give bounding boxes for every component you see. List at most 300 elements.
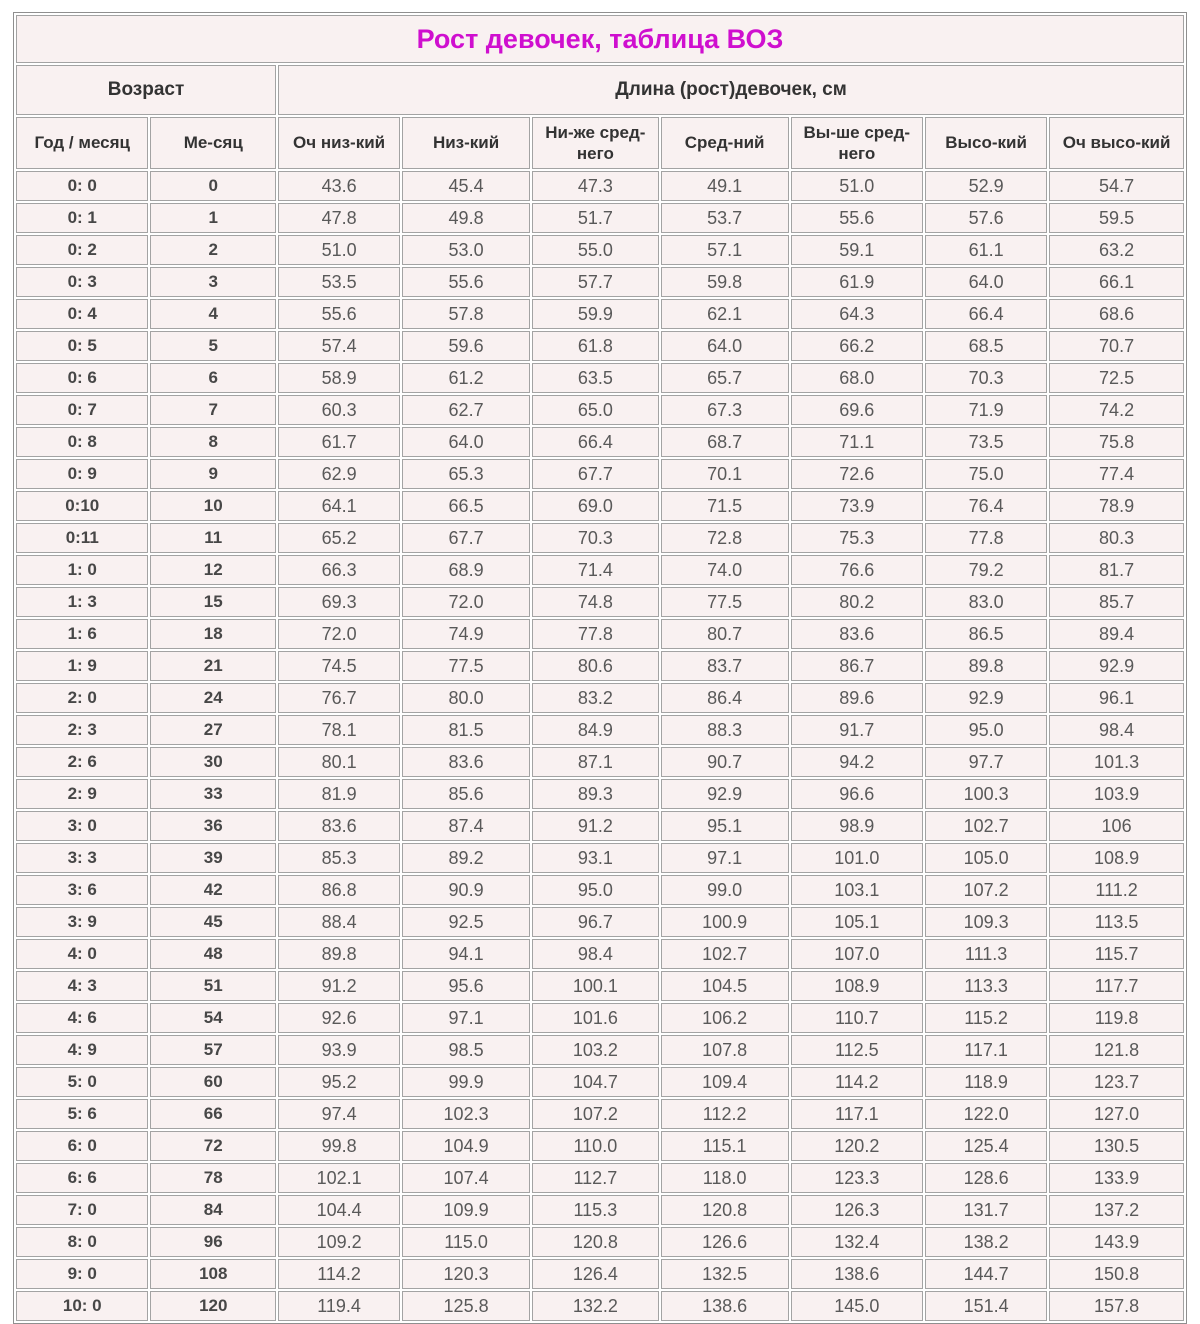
cell-age-months: 57 [150, 1035, 276, 1065]
cell-height-value: 99.9 [402, 1067, 530, 1097]
cell-height-value: 47.3 [532, 171, 659, 201]
cell-height-value: 68.7 [661, 427, 789, 457]
cell-age-months: 60 [150, 1067, 276, 1097]
cell-height-value: 67.3 [661, 395, 789, 425]
cell-height-value: 131.7 [925, 1195, 1047, 1225]
table-row [16, 523, 1184, 553]
cell-height-value: 68.5 [925, 331, 1047, 361]
cell-height-value: 111.2 [1049, 875, 1184, 905]
cell-age-year-month: 0:10 [16, 491, 148, 521]
cell-height-value: 66.4 [532, 427, 659, 457]
cell-height-value: 105.0 [925, 843, 1047, 873]
cell-height-value: 86.5 [925, 619, 1047, 649]
cell-height-value: 138.6 [791, 1259, 923, 1289]
cell-height-value: 64.0 [402, 427, 530, 457]
cell-height-value: 79.2 [925, 555, 1047, 585]
table-row [16, 331, 1184, 361]
cell-height-value: 91.2 [532, 811, 659, 841]
cell-height-value: 107.2 [925, 875, 1047, 905]
cell-height-value: 95.2 [278, 1067, 400, 1097]
cell-height-value: 45.4 [402, 171, 530, 201]
cell-height-value: 62.9 [278, 459, 400, 489]
cell-height-value: 119.8 [1049, 1003, 1184, 1033]
cell-height-value: 78.9 [1049, 491, 1184, 521]
cell-height-value: 59.1 [791, 235, 923, 265]
cell-age-months: 78 [150, 1163, 276, 1193]
cell-age-months: 51 [150, 971, 276, 1001]
cell-age-months: 48 [150, 939, 276, 969]
cell-height-value: 58.9 [278, 363, 400, 393]
cell-height-value: 61.8 [532, 331, 659, 361]
cell-height-value: 80.0 [402, 683, 530, 713]
cell-height-value: 101.3 [1049, 747, 1184, 777]
cell-height-value: 64.1 [278, 491, 400, 521]
cell-height-value: 111.3 [925, 939, 1047, 969]
table-row [16, 171, 1184, 201]
cell-height-value: 125.8 [402, 1291, 530, 1321]
cell-height-value: 71.5 [661, 491, 789, 521]
cell-age-months: 18 [150, 619, 276, 649]
cell-height-value: 114.2 [278, 1259, 400, 1289]
cell-height-value: 53.0 [402, 235, 530, 265]
cell-height-value: 55.0 [532, 235, 659, 265]
cell-height-value: 83.6 [791, 619, 923, 649]
cell-height-value: 65.7 [661, 363, 789, 393]
cell-height-value: 119.4 [278, 1291, 400, 1321]
cell-height-value: 65.2 [278, 523, 400, 553]
cell-height-value: 115.2 [925, 1003, 1047, 1033]
cell-height-value: 74.0 [661, 555, 789, 585]
cell-height-value: 130.5 [1049, 1131, 1184, 1161]
cell-height-value: 67.7 [532, 459, 659, 489]
cell-height-value: 137.2 [1049, 1195, 1184, 1225]
cell-height-value: 64.3 [791, 299, 923, 329]
cell-height-value: 77.5 [402, 651, 530, 681]
cell-height-value: 73.5 [925, 427, 1047, 457]
cell-height-value: 47.8 [278, 203, 400, 233]
cell-height-value: 127.0 [1049, 1099, 1184, 1129]
cell-height-value: 55.6 [402, 267, 530, 297]
column-header-year-month: Год / месяц [16, 117, 148, 169]
cell-height-value: 92.5 [402, 907, 530, 937]
table-row [16, 267, 1184, 297]
cell-height-value: 126.6 [661, 1227, 789, 1257]
cell-height-value: 104.9 [402, 1131, 530, 1161]
cell-height-value: 98.4 [1049, 715, 1184, 745]
cell-height-value: 100.9 [661, 907, 789, 937]
cell-height-value: 54.7 [1049, 171, 1184, 201]
cell-height-value: 95.6 [402, 971, 530, 1001]
cell-height-value: 102.7 [925, 811, 1047, 841]
cell-height-value: 74.2 [1049, 395, 1184, 425]
table-row [16, 395, 1184, 425]
cell-height-value: 71.1 [791, 427, 923, 457]
cell-height-value: 94.2 [791, 747, 923, 777]
cell-height-value: 100.1 [532, 971, 659, 1001]
cell-age-year-month: 1: 0 [16, 555, 148, 585]
cell-age-year-month: 0: 3 [16, 267, 148, 297]
cell-height-value: 89.2 [402, 843, 530, 873]
cell-height-value: 95.1 [661, 811, 789, 841]
cell-height-value: 104.5 [661, 971, 789, 1001]
cell-height-value: 92.9 [925, 683, 1047, 713]
cell-age-months: 27 [150, 715, 276, 745]
table-row [16, 683, 1184, 713]
cell-age-year-month: 6: 6 [16, 1163, 148, 1193]
cell-height-value: 55.6 [278, 299, 400, 329]
cell-height-value: 103.1 [791, 875, 923, 905]
cell-height-value: 112.5 [791, 1035, 923, 1065]
cell-height-value: 107.2 [532, 1099, 659, 1129]
cell-height-value: 92.6 [278, 1003, 400, 1033]
cell-age-year-month: 3: 6 [16, 875, 148, 905]
cell-height-value: 122.0 [925, 1099, 1047, 1129]
cell-age-year-month: 7: 0 [16, 1195, 148, 1225]
cell-age-months: 42 [150, 875, 276, 905]
cell-height-value: 57.6 [925, 203, 1047, 233]
cell-height-value: 89.4 [1049, 619, 1184, 649]
cell-height-value: 126.3 [791, 1195, 923, 1225]
cell-age-months: 21 [150, 651, 276, 681]
cell-height-value: 109.3 [925, 907, 1047, 937]
cell-height-value: 104.7 [532, 1067, 659, 1097]
cell-height-value: 89.6 [791, 683, 923, 713]
cell-height-value: 132.2 [532, 1291, 659, 1321]
cell-height-value: 95.0 [925, 715, 1047, 745]
cell-height-value: 88.4 [278, 907, 400, 937]
cell-height-value: 71.9 [925, 395, 1047, 425]
cell-height-value: 71.4 [532, 555, 659, 585]
cell-height-value: 85.7 [1049, 587, 1184, 617]
cell-age-months: 120 [150, 1291, 276, 1321]
cell-age-year-month: 0: 4 [16, 299, 148, 329]
cell-height-value: 49.8 [402, 203, 530, 233]
cell-height-value: 150.8 [1049, 1259, 1184, 1289]
cell-height-value: 125.4 [925, 1131, 1047, 1161]
cell-age-months: 0 [150, 171, 276, 201]
cell-height-value: 51.7 [532, 203, 659, 233]
table-row [16, 939, 1184, 969]
cell-height-value: 106 [1049, 811, 1184, 841]
cell-height-value: 95.0 [532, 875, 659, 905]
cell-height-value: 86.7 [791, 651, 923, 681]
cell-height-value: 69.0 [532, 491, 659, 521]
cell-age-year-month: 0: 0 [16, 171, 148, 201]
cell-age-year-month: 9: 0 [16, 1259, 148, 1289]
cell-height-value: 157.8 [1049, 1291, 1184, 1321]
cell-height-value: 62.1 [661, 299, 789, 329]
cell-height-value: 102.7 [661, 939, 789, 969]
cell-height-value: 83.2 [532, 683, 659, 713]
cell-age-months: 11 [150, 523, 276, 553]
table-row [16, 907, 1184, 937]
cell-age-year-month: 0: 8 [16, 427, 148, 457]
cell-height-value: 61.9 [791, 267, 923, 297]
cell-height-value: 100.3 [925, 779, 1047, 809]
cell-height-value: 107.4 [402, 1163, 530, 1193]
cell-height-value: 80.2 [791, 587, 923, 617]
table-row [16, 651, 1184, 681]
cell-height-value: 97.1 [661, 843, 789, 873]
cell-height-value: 107.8 [661, 1035, 789, 1065]
table-row [16, 363, 1184, 393]
cell-height-value: 110.7 [791, 1003, 923, 1033]
cell-age-year-month: 0:11 [16, 523, 148, 553]
cell-height-value: 70.1 [661, 459, 789, 489]
cell-height-value: 77.8 [532, 619, 659, 649]
table-row [16, 427, 1184, 457]
cell-height-value: 49.1 [661, 171, 789, 201]
who-girls-height-table [13, 12, 1187, 1324]
cell-age-months: 2 [150, 235, 276, 265]
cell-height-value: 138.2 [925, 1227, 1047, 1257]
cell-height-value: 52.9 [925, 171, 1047, 201]
table-row [16, 619, 1184, 649]
cell-age-year-month: 0: 6 [16, 363, 148, 393]
cell-height-value: 144.7 [925, 1259, 1047, 1289]
cell-height-value: 59.6 [402, 331, 530, 361]
cell-height-value: 77.8 [925, 523, 1047, 553]
cell-height-value: 151.4 [925, 1291, 1047, 1321]
cell-height-value: 105.1 [791, 907, 923, 937]
cell-height-value: 74.9 [402, 619, 530, 649]
cell-height-value: 86.8 [278, 875, 400, 905]
table-row [16, 971, 1184, 1001]
cell-height-value: 55.6 [791, 203, 923, 233]
cell-height-value: 80.6 [532, 651, 659, 681]
cell-height-value: 81.7 [1049, 555, 1184, 585]
column-header-very-low: Оч низ-кий [278, 117, 400, 169]
cell-age-year-month: 5: 6 [16, 1099, 148, 1129]
table-row [16, 1099, 1184, 1129]
table-row [16, 811, 1184, 841]
cell-age-months: 10 [150, 491, 276, 521]
cell-age-months: 84 [150, 1195, 276, 1225]
cell-height-value: 117.1 [925, 1035, 1047, 1065]
cell-height-value: 69.3 [278, 587, 400, 617]
cell-height-value: 73.9 [791, 491, 923, 521]
cell-height-value: 68.9 [402, 555, 530, 585]
table-row [16, 587, 1184, 617]
cell-height-value: 66.4 [925, 299, 1047, 329]
cell-height-value: 104.4 [278, 1195, 400, 1225]
cell-age-year-month: 10: 0 [16, 1291, 148, 1321]
cell-height-value: 96.7 [532, 907, 659, 937]
cell-height-value: 109.2 [278, 1227, 400, 1257]
cell-height-value: 120.8 [661, 1195, 789, 1225]
cell-age-months: 39 [150, 843, 276, 873]
cell-height-value: 99.8 [278, 1131, 400, 1161]
cell-height-value: 72.8 [661, 523, 789, 553]
cell-age-months: 54 [150, 1003, 276, 1033]
cell-height-value: 63.5 [532, 363, 659, 393]
cell-height-value: 51.0 [791, 171, 923, 201]
cell-height-value: 64.0 [925, 267, 1047, 297]
group-header-age: Возраст [16, 65, 276, 115]
cell-age-year-month: 1: 9 [16, 651, 148, 681]
cell-height-value: 75.0 [925, 459, 1047, 489]
cell-height-value: 51.0 [278, 235, 400, 265]
cell-height-value: 112.7 [532, 1163, 659, 1193]
cell-age-months: 36 [150, 811, 276, 841]
cell-height-value: 101.0 [791, 843, 923, 873]
cell-height-value: 115.7 [1049, 939, 1184, 969]
table-row [16, 1227, 1184, 1257]
cell-height-value: 66.3 [278, 555, 400, 585]
cell-height-value: 83.7 [661, 651, 789, 681]
cell-age-year-month: 2: 3 [16, 715, 148, 745]
cell-age-year-month: 1: 3 [16, 587, 148, 617]
cell-height-value: 70.3 [925, 363, 1047, 393]
table-row [16, 1131, 1184, 1161]
cell-height-value: 126.4 [532, 1259, 659, 1289]
cell-height-value: 57.4 [278, 331, 400, 361]
table-row [16, 1195, 1184, 1225]
cell-height-value: 113.5 [1049, 907, 1184, 937]
cell-height-value: 72.5 [1049, 363, 1184, 393]
cell-age-months: 45 [150, 907, 276, 937]
cell-height-value: 98.9 [791, 811, 923, 841]
cell-height-value: 74.8 [532, 587, 659, 617]
cell-age-year-month: 4: 3 [16, 971, 148, 1001]
cell-height-value: 72.6 [791, 459, 923, 489]
table-row [16, 747, 1184, 777]
column-header-high: Высо-кий [925, 117, 1047, 169]
cell-age-year-month: 3: 0 [16, 811, 148, 841]
table-row [16, 235, 1184, 265]
title-row [16, 15, 1184, 63]
cell-height-value: 99.0 [661, 875, 789, 905]
cell-height-value: 120.3 [402, 1259, 530, 1289]
cell-height-value: 115.3 [532, 1195, 659, 1225]
cell-age-months: 30 [150, 747, 276, 777]
group-header-row [16, 65, 1184, 115]
cell-height-value: 115.0 [402, 1227, 530, 1257]
cell-height-value: 123.3 [791, 1163, 923, 1193]
cell-height-value: 75.3 [791, 523, 923, 553]
cell-height-value: 43.6 [278, 171, 400, 201]
table-row [16, 1291, 1184, 1321]
cell-height-value: 75.8 [1049, 427, 1184, 457]
cell-height-value: 109.4 [661, 1067, 789, 1097]
cell-height-value: 121.8 [1049, 1035, 1184, 1065]
cell-height-value: 103.2 [532, 1035, 659, 1065]
cell-height-value: 120.8 [532, 1227, 659, 1257]
column-header-above-average: Вы-ше сред-него [791, 117, 923, 169]
cell-height-value: 59.5 [1049, 203, 1184, 233]
cell-height-value: 108.9 [1049, 843, 1184, 873]
cell-height-value: 65.3 [402, 459, 530, 489]
table-row [16, 875, 1184, 905]
cell-age-months: 12 [150, 555, 276, 585]
cell-height-value: 87.4 [402, 811, 530, 841]
table-row [16, 555, 1184, 585]
cell-height-value: 63.2 [1049, 235, 1184, 265]
column-header-low: Низ-кий [402, 117, 530, 169]
cell-height-value: 57.1 [661, 235, 789, 265]
cell-height-value: 76.6 [791, 555, 923, 585]
cell-height-value: 90.7 [661, 747, 789, 777]
cell-age-year-month: 3: 9 [16, 907, 148, 937]
cell-height-value: 86.4 [661, 683, 789, 713]
cell-height-value: 103.9 [1049, 779, 1184, 809]
cell-height-value: 133.9 [1049, 1163, 1184, 1193]
cell-age-year-month: 4: 0 [16, 939, 148, 969]
table-row [16, 491, 1184, 521]
cell-height-value: 83.6 [402, 747, 530, 777]
cell-height-value: 74.5 [278, 651, 400, 681]
cell-height-value: 66.2 [791, 331, 923, 361]
cell-age-months: 5 [150, 331, 276, 361]
cell-height-value: 61.1 [925, 235, 1047, 265]
cell-height-value: 89.3 [532, 779, 659, 809]
cell-height-value: 65.0 [532, 395, 659, 425]
cell-age-year-month: 5: 0 [16, 1067, 148, 1097]
cell-height-value: 107.0 [791, 939, 923, 969]
cell-height-value: 89.8 [278, 939, 400, 969]
table-row [16, 1035, 1184, 1065]
cell-height-value: 72.0 [278, 619, 400, 649]
cell-height-value: 84.9 [532, 715, 659, 745]
cell-age-year-month: 1: 6 [16, 619, 148, 649]
cell-height-value: 106.2 [661, 1003, 789, 1033]
cell-height-value: 90.9 [402, 875, 530, 905]
cell-height-value: 89.8 [925, 651, 1047, 681]
table-row [16, 843, 1184, 873]
cell-height-value: 93.1 [532, 843, 659, 873]
cell-height-value: 83.0 [925, 587, 1047, 617]
cell-height-value: 118.0 [661, 1163, 789, 1193]
cell-age-months: 96 [150, 1227, 276, 1257]
cell-age-year-month: 2: 9 [16, 779, 148, 809]
cell-height-value: 80.3 [1049, 523, 1184, 553]
cell-age-months: 1 [150, 203, 276, 233]
cell-age-year-month: 4: 6 [16, 1003, 148, 1033]
cell-age-months: 108 [150, 1259, 276, 1289]
cell-height-value: 128.6 [925, 1163, 1047, 1193]
cell-age-months: 3 [150, 267, 276, 297]
cell-height-value: 93.9 [278, 1035, 400, 1065]
cell-height-value: 97.4 [278, 1099, 400, 1129]
cell-height-value: 120.2 [791, 1131, 923, 1161]
cell-height-value: 132.4 [791, 1227, 923, 1257]
cell-height-value: 91.7 [791, 715, 923, 745]
cell-age-months: 72 [150, 1131, 276, 1161]
column-header-very-high: Оч высо-кий [1049, 117, 1184, 169]
cell-height-value: 66.1 [1049, 267, 1184, 297]
cell-height-value: 94.1 [402, 939, 530, 969]
cell-height-value: 59.8 [661, 267, 789, 297]
cell-age-months: 66 [150, 1099, 276, 1129]
cell-height-value: 143.9 [1049, 1227, 1184, 1257]
table-row [16, 1259, 1184, 1289]
cell-height-value: 70.7 [1049, 331, 1184, 361]
cell-age-year-month: 2: 6 [16, 747, 148, 777]
cell-height-value: 80.1 [278, 747, 400, 777]
cell-height-value: 117.7 [1049, 971, 1184, 1001]
cell-height-value: 66.5 [402, 491, 530, 521]
group-header-length: Длина (рост)девочек, см [278, 65, 1184, 115]
cell-age-year-month: 2: 0 [16, 683, 148, 713]
cell-age-year-month: 0: 7 [16, 395, 148, 425]
cell-height-value: 68.6 [1049, 299, 1184, 329]
cell-height-value: 112.2 [661, 1099, 789, 1129]
cell-age-months: 7 [150, 395, 276, 425]
cell-height-value: 97.1 [402, 1003, 530, 1033]
page-title: Рост девочек, таблица ВОЗ [16, 15, 1184, 63]
cell-height-value: 101.6 [532, 1003, 659, 1033]
cell-age-year-month: 6: 0 [16, 1131, 148, 1161]
